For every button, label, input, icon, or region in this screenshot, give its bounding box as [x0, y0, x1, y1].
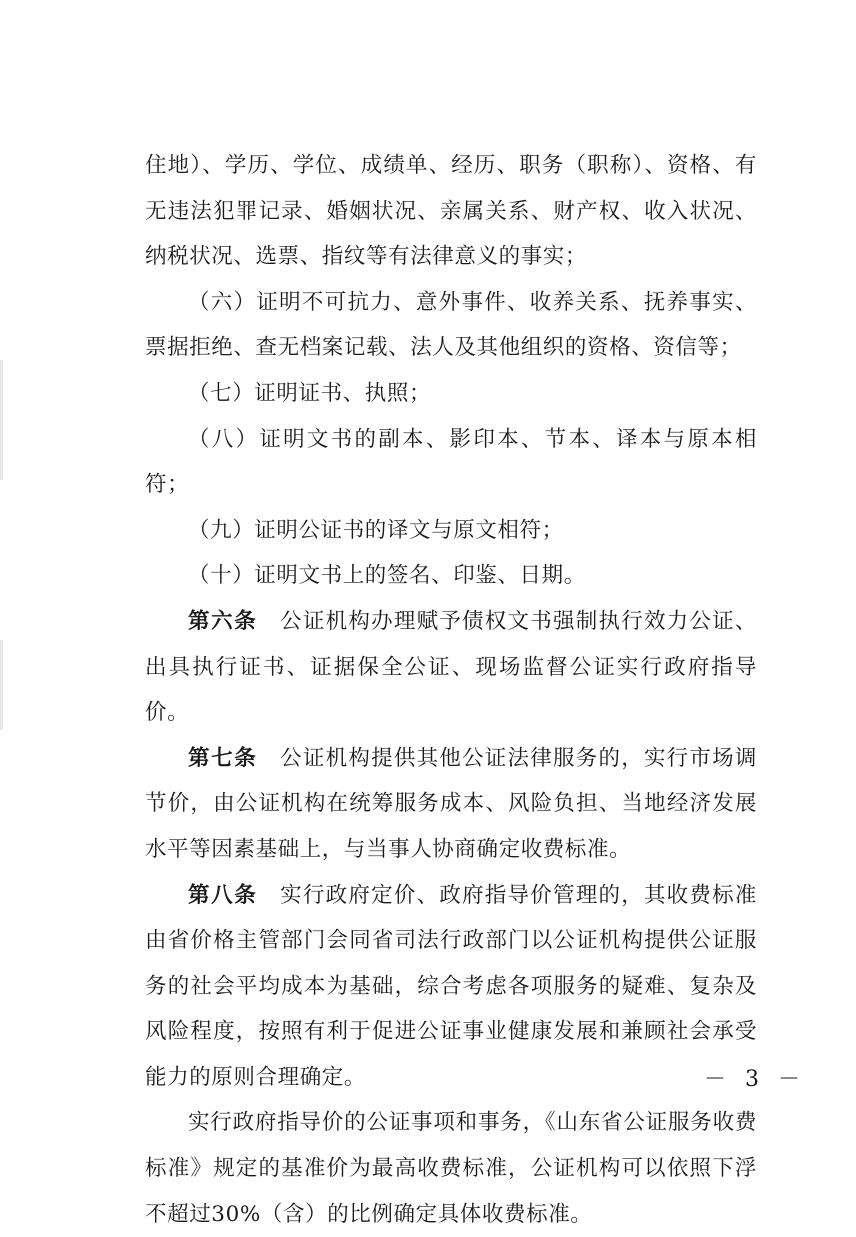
paragraph-text: （八）证明文书的副本、影印本、节本、译本与原本相符；	[145, 426, 757, 498]
paragraph-text: （九）证明公证书的译文与原文相符；	[188, 517, 564, 543]
paragraph-text: 实行政府指导价的公证事项和事务，《山东省公证服务收费标准》规定的基准价为最高收费标准，公证机构可以依照下浮不超过30%（含）的比例确定具体收费标准。	[145, 1110, 757, 1227]
paragraph-item-9	[145, 508, 757, 554]
document-body	[145, 143, 757, 1237]
article-heading: 第八条	[188, 882, 258, 908]
paragraph-continuation	[145, 143, 757, 280]
paragraph-text: 住地）、学历、学位、成绩单、经历、职务（职称）、资格、有无违法犯罪记录、婚姻状况、亲属关系、财产权、收入状况、纳税状况、选票、指纹等有法律意义的事实；	[145, 153, 757, 270]
article-text: 实行政府定价、政府指导价管理的，其收费标准由省价格主管部门会同省司法行政部门以公证机构提供公证服务的社会平均成本为基础，综合考虑各项服务的疑难、复杂及风险程度，按照有利于促进公证事业健康发展和兼顾社会承受能力的原则合理确定。	[145, 882, 757, 1090]
paragraph-item-6	[145, 280, 757, 371]
article-7	[145, 736, 757, 873]
article-heading: 第六条	[188, 608, 258, 634]
page-number: － 3 －	[704, 1067, 806, 1092]
paragraph-item-7	[145, 371, 757, 417]
article-8	[145, 873, 757, 1101]
article-text: 公证机构提供其他公证法律服务的，实行市场调节价，由公证机构在统筹服务成本、风险负担、当地经济发展水平等因素基础上，与当事人协商确定收费标准。	[145, 745, 757, 862]
scan-margin-mark	[0, 640, 3, 730]
article-text: 公证机构办理赋予债权文书强制执行效力公证、出具执行证书、证据保全公证、现场监督公证实行政府指导价。	[145, 608, 757, 726]
paragraph-text: （十）证明文书上的签名、印鉴、日期。	[188, 563, 586, 589]
article-heading: 第七条	[188, 745, 258, 771]
paragraph-item-10	[145, 553, 757, 599]
paragraph-text: （七）证明证书、执照；	[188, 380, 432, 406]
article-8-paragraph-2	[145, 1100, 757, 1237]
article-6	[145, 599, 757, 736]
scan-margin-mark	[0, 360, 3, 480]
paragraph-item-8	[145, 417, 757, 508]
paragraph-text: （六）证明不可抗力、意外事件、收养关系、抚养事实、票据拒绝、查无档案记载、法人及其他组织的资格、资信等；	[145, 289, 757, 361]
